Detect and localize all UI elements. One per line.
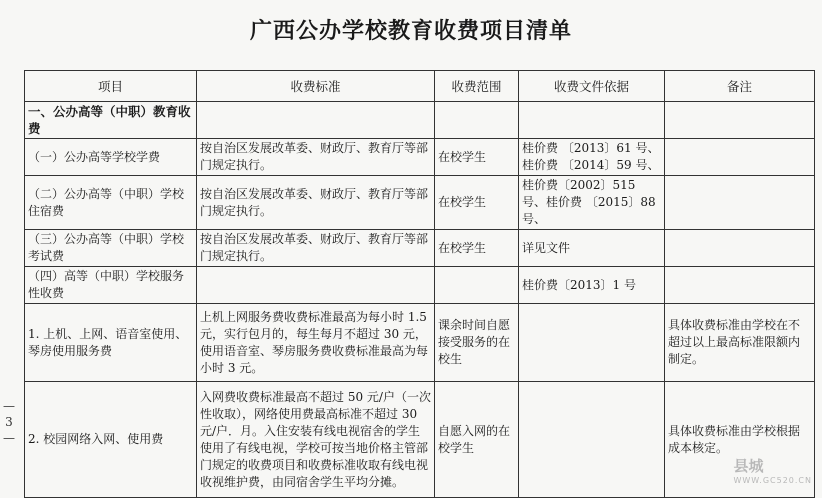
note-cell bbox=[665, 139, 815, 176]
watermark-url: WWW.GC520.CN bbox=[733, 476, 812, 485]
page-number-value: 3 bbox=[5, 415, 13, 429]
fee-table bbox=[24, 70, 815, 498]
document-title: 广西公办学校教育收费项目清单 bbox=[249, 19, 572, 44]
page-number: — 3 — bbox=[3, 399, 15, 445]
table-row bbox=[25, 267, 815, 304]
header-scope: 收费范围 bbox=[435, 71, 519, 102]
table-row bbox=[25, 382, 815, 498]
header-item: 项目 bbox=[25, 71, 197, 102]
scope-cell: 自愿入网的在校学生 bbox=[435, 382, 519, 498]
header-standard: 收费标准 bbox=[197, 71, 435, 102]
basis-cell: 桂价费〔2002〕515 号、桂价费 〔2015〕88 号、 bbox=[519, 176, 665, 230]
scope-cell: 课余时间自愿接受服务的在校生 bbox=[435, 304, 519, 382]
standard-cell bbox=[197, 267, 435, 304]
standard-cell: 上机上网服务费收费标准最高为每小时 1.5 元，实行包月的，每生每月不超过 30 元，使用语音室、琴房服务费收费标准最高为每小时 3 元。 bbox=[197, 304, 435, 382]
header-basis: 收费文件依据 bbox=[519, 71, 665, 102]
note-cell bbox=[665, 176, 815, 230]
item-cell: （三）公办高等（中职）学校考试费 bbox=[25, 230, 197, 267]
watermark-logo bbox=[733, 455, 812, 485]
item-cell: 2. 校园网络入网、使用费 bbox=[25, 382, 197, 498]
item-cell: （四）高等（中职）学校服务性收费 bbox=[25, 267, 197, 304]
table-header-row bbox=[25, 71, 815, 102]
scope-cell: 在校学生 bbox=[435, 139, 519, 176]
basis-cell: 详见文件 bbox=[519, 230, 665, 267]
table-row bbox=[25, 176, 815, 230]
basis-cell: 桂价费〔2013〕1 号 bbox=[519, 267, 665, 304]
table-row bbox=[25, 230, 815, 267]
watermark-text: 县城 bbox=[733, 457, 764, 475]
standard-cell: 按自治区发展改革委、财政厅、教育厅等部门规定执行。 bbox=[197, 176, 435, 230]
section-row bbox=[25, 102, 815, 139]
section-title: 一、公办高等（中职）教育收费 bbox=[25, 102, 197, 139]
basis-cell bbox=[519, 304, 665, 382]
item-cell: 1. 上机、上网、语音室使用、琴房使用服务费 bbox=[25, 304, 197, 382]
note-cell: 具体收费标准由学校在不超过以上最高标准限额内制定。 bbox=[665, 304, 815, 382]
standard-cell: 按自治区发展改革委、财政厅、教育厅等部门规定执行。 bbox=[197, 139, 435, 176]
standard-cell: 按自治区发展改革委、财政厅、教育厅等部门规定执行。 bbox=[197, 230, 435, 267]
scope-cell: 在校学生 bbox=[435, 176, 519, 230]
table-row bbox=[25, 304, 815, 382]
header-note: 备注 bbox=[665, 71, 815, 102]
basis-cell bbox=[519, 382, 665, 498]
item-cell: （二）公办高等（中职）学校住宿费 bbox=[25, 176, 197, 230]
note-cell bbox=[665, 267, 815, 304]
item-cell: （一）公办高等学校学费 bbox=[25, 139, 197, 176]
scope-cell: 在校学生 bbox=[435, 230, 519, 267]
note-cell bbox=[665, 230, 815, 267]
basis-cell: 桂价费 〔2013〕61 号、桂价费 〔2014〕59 号、 bbox=[519, 139, 665, 176]
table-row bbox=[25, 139, 815, 176]
note-cell: 具体收费标准由学校根据成本核定。 bbox=[665, 382, 815, 498]
scope-cell bbox=[435, 267, 519, 304]
standard-cell: 入网费收费标准最高不超过 50 元/户（一次性收取），网络使用费最高标准不超过 30 元/户．月。入住安装有线电视宿舍的学生使用了有线电视，学校可按当地价格主管部门规定的收费项目和收费标准收取有线电视收视维护费，由同宿舍学生平均分摊。 bbox=[197, 382, 435, 498]
